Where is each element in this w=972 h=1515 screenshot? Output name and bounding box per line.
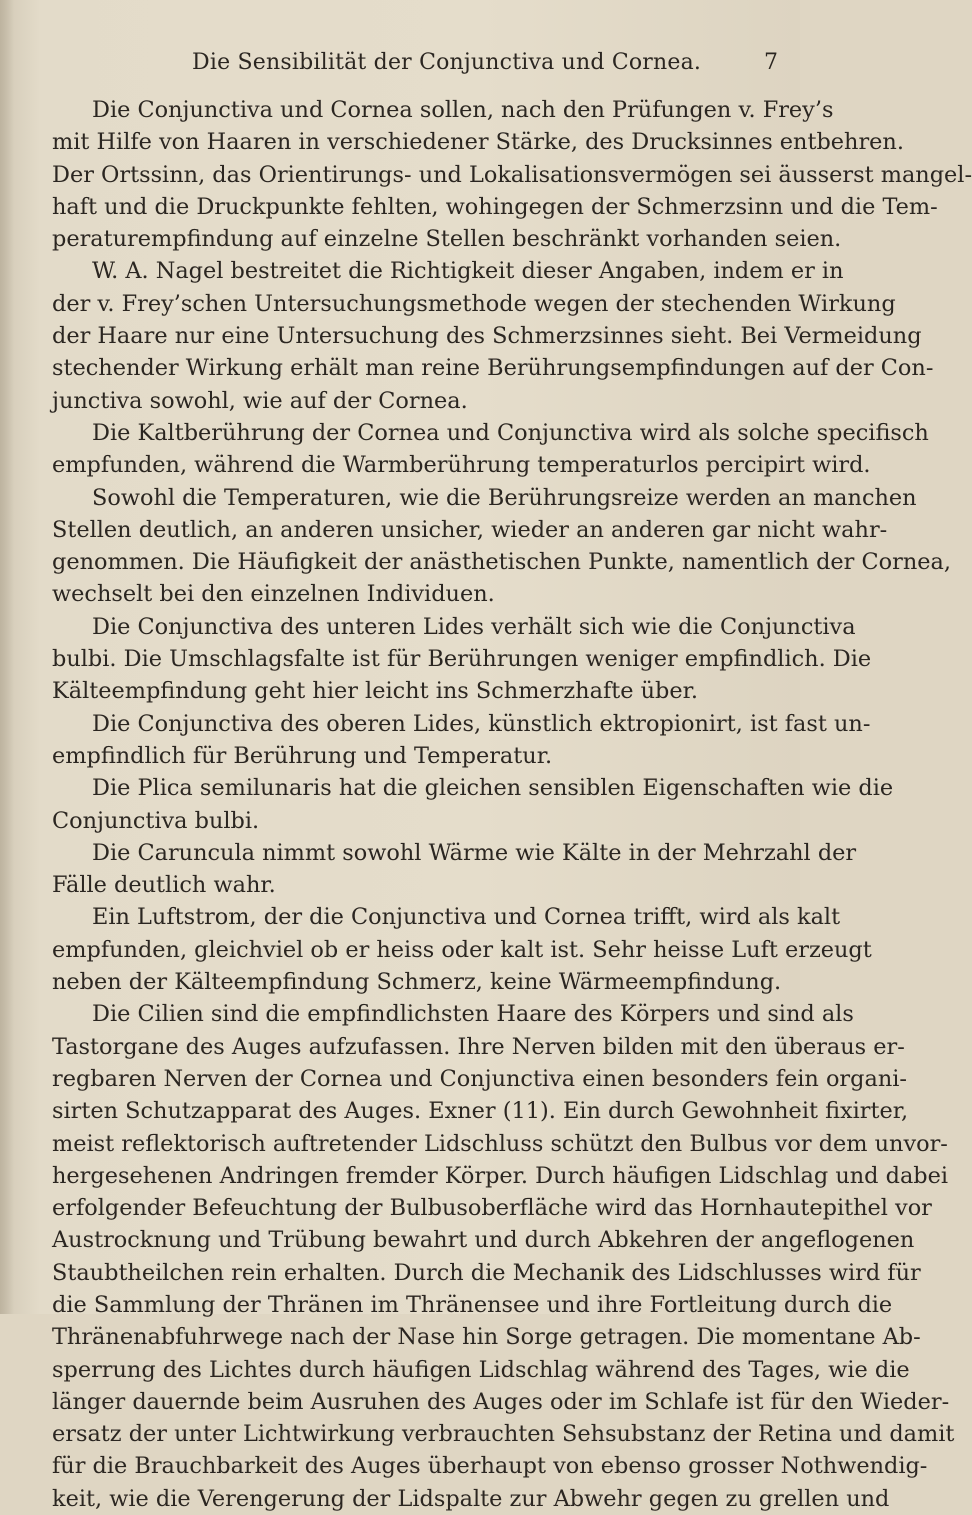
text-line: Die Cilien sind die empfindlichsten Haare des Körpers und sind als [92, 1001, 854, 1028]
text-line: W. A. Nagel bestreitet die Richtigkeit dieser Angaben, indem er in [92, 258, 844, 285]
text-line: Conjunctiva bulbi. [52, 807, 260, 834]
text-line: keit, wie die Verengerung der Lidspalte zur Abwehr gegen zu grellen und [52, 1485, 890, 1512]
text-line: mit Hilfe von Haaren in verschiedener Stärke, des Drucksinnes entbehren. [52, 129, 904, 156]
text-line: länger dauernde beim Ausruhen des Auges oder im Schlafe ist für den Wieder- [52, 1388, 950, 1415]
text-line: Stellen deutlich, an anderen unsicher, wieder an anderen gar nicht wahr- [52, 516, 888, 543]
text-line: hergesehenen Andringen fremder Körper. Durch häufigen Lidschlag und dabei [52, 1162, 949, 1189]
page-number: 7 [764, 50, 778, 75]
text-line: Kälteempfindung geht hier leicht ins Schmerzhafte über. [52, 678, 698, 705]
text-line: Die Conjunctiva und Cornea sollen, nach den Prüfungen v. Frey’s [92, 97, 834, 123]
text-line: bulbi. Die Umschlagsfalte ist für Berührungen weniger empfindlich. Die [52, 646, 872, 673]
text-line: neben der Kälteempfindung Schmerz, keine Wärmeempfindung. [52, 969, 782, 996]
text-line: haft und die Druckpunkte fehlten, wohingegen der Schmerzsinn und die Tem- [52, 193, 938, 220]
text-line: empfindlich für Berührung und Temperatur. [52, 742, 553, 769]
text-line: empfunden, während die Warmberührung temperaturlos percipirt wird. [52, 452, 871, 479]
text-line: stechender Wirkung erhält man reine Berührungsempfindungen auf der Con- [52, 355, 934, 382]
text-line: regbaren Nerven der Cornea und Conjunctiva einen besonders fein organi- [52, 1065, 907, 1092]
page-gutter-shadow [0, 0, 14, 1314]
running-title: Die Sensibilität der Conjunctiva und Cornea. [192, 50, 702, 75]
text-line: wechselt bei den einzelnen Individuen. [52, 581, 495, 608]
text-line: Der Ortssinn, das Orientirungs- und Lokalisationsvermögen sei äusserst mangel- [52, 161, 972, 188]
text-line: junctiva sowohl, wie auf der Cornea. [52, 387, 468, 414]
text-line: Staubtheilchen rein erhalten. Durch die Mechanik des Lidschlusses wird für [52, 1259, 921, 1286]
running-head [96, 50, 778, 80]
body-text [52, 94, 972, 1515]
text-line: peraturempfindung auf einzelne Stellen beschränkt vorhanden seien. [52, 226, 842, 253]
text-line: Fälle deutlich wahr. [52, 872, 276, 899]
text-line: ersatz der unter Lichtwirkung verbrauchten Sehsubstanz der Retina und damit [52, 1421, 955, 1448]
text-line: Thränenabfuhrwege nach der Nase hin Sorge getragen. Die momentane Ab- [52, 1324, 921, 1351]
text-line: Sowohl die Temperaturen, wie die Berührungsreize werden an manchen [92, 484, 917, 511]
text-line: Die Plica semilunaris hat die gleichen sensiblen Eigenschaften wie die [92, 775, 894, 802]
text-line: der Haare nur eine Untersuchung des Schmerzsinnes sieht. Bei Vermeidung [52, 323, 922, 350]
text-line: meist reflektorisch auftretender Lidschluss schützt den Bulbus vor dem unvor- [52, 1130, 948, 1157]
text-line: der v. Frey’schen Untersuchungsmethode wegen der stechenden Wirkung [52, 290, 896, 317]
text-line: Die Conjunctiva des oberen Lides, künstlich ektropionirt, ist fast un- [92, 710, 871, 737]
text-line: Die Kaltberührung der Cornea und Conjunctiva wird als solche specifisch [92, 419, 929, 446]
text-line: Ein Luftstrom, der die Conjunctiva und Cornea trifft, wird als kalt [92, 904, 841, 931]
text-line: sperrung des Lichtes durch häufigen Lidschlag während des Tages, wie die [52, 1356, 910, 1383]
text-line: für die Brauchbarkeit des Auges überhaupt von ebenso grosser Nothwendig- [52, 1453, 928, 1480]
text-line: Austrocknung und Trübung bewahrt und durch Abkehren der angeflogenen [52, 1227, 915, 1254]
text-line: Die Caruncula nimmt sowohl Wärme wie Kälte in der Mehrzahl der [92, 839, 857, 866]
text-line: sirten Schutzapparat des Auges. Exner (11). Ein durch Gewohnheit fixirter, [52, 1098, 909, 1125]
text-line: Tastorgane des Auges aufzufassen. Ihre Nerven bilden mit den überaus er- [52, 1033, 905, 1060]
text-line: genommen. Die Häufigkeit der anästhetischen Punkte, namentlich der Cornea, [52, 549, 951, 576]
text-line: empfunden, gleichviel ob er heiss oder kalt ist. Sehr heisse Luft erzeugt [52, 936, 872, 963]
text-line: die Sammlung der Thränen im Thränensee und ihre Fortleitung durch die [52, 1291, 893, 1318]
text-line: Die Conjunctiva des unteren Lides verhält sich wie die Conjunctiva [92, 613, 856, 640]
text-line: erfolgender Befeuchtung der Bulbusoberfläche wird das Hornhautepithel vor [52, 1195, 932, 1222]
